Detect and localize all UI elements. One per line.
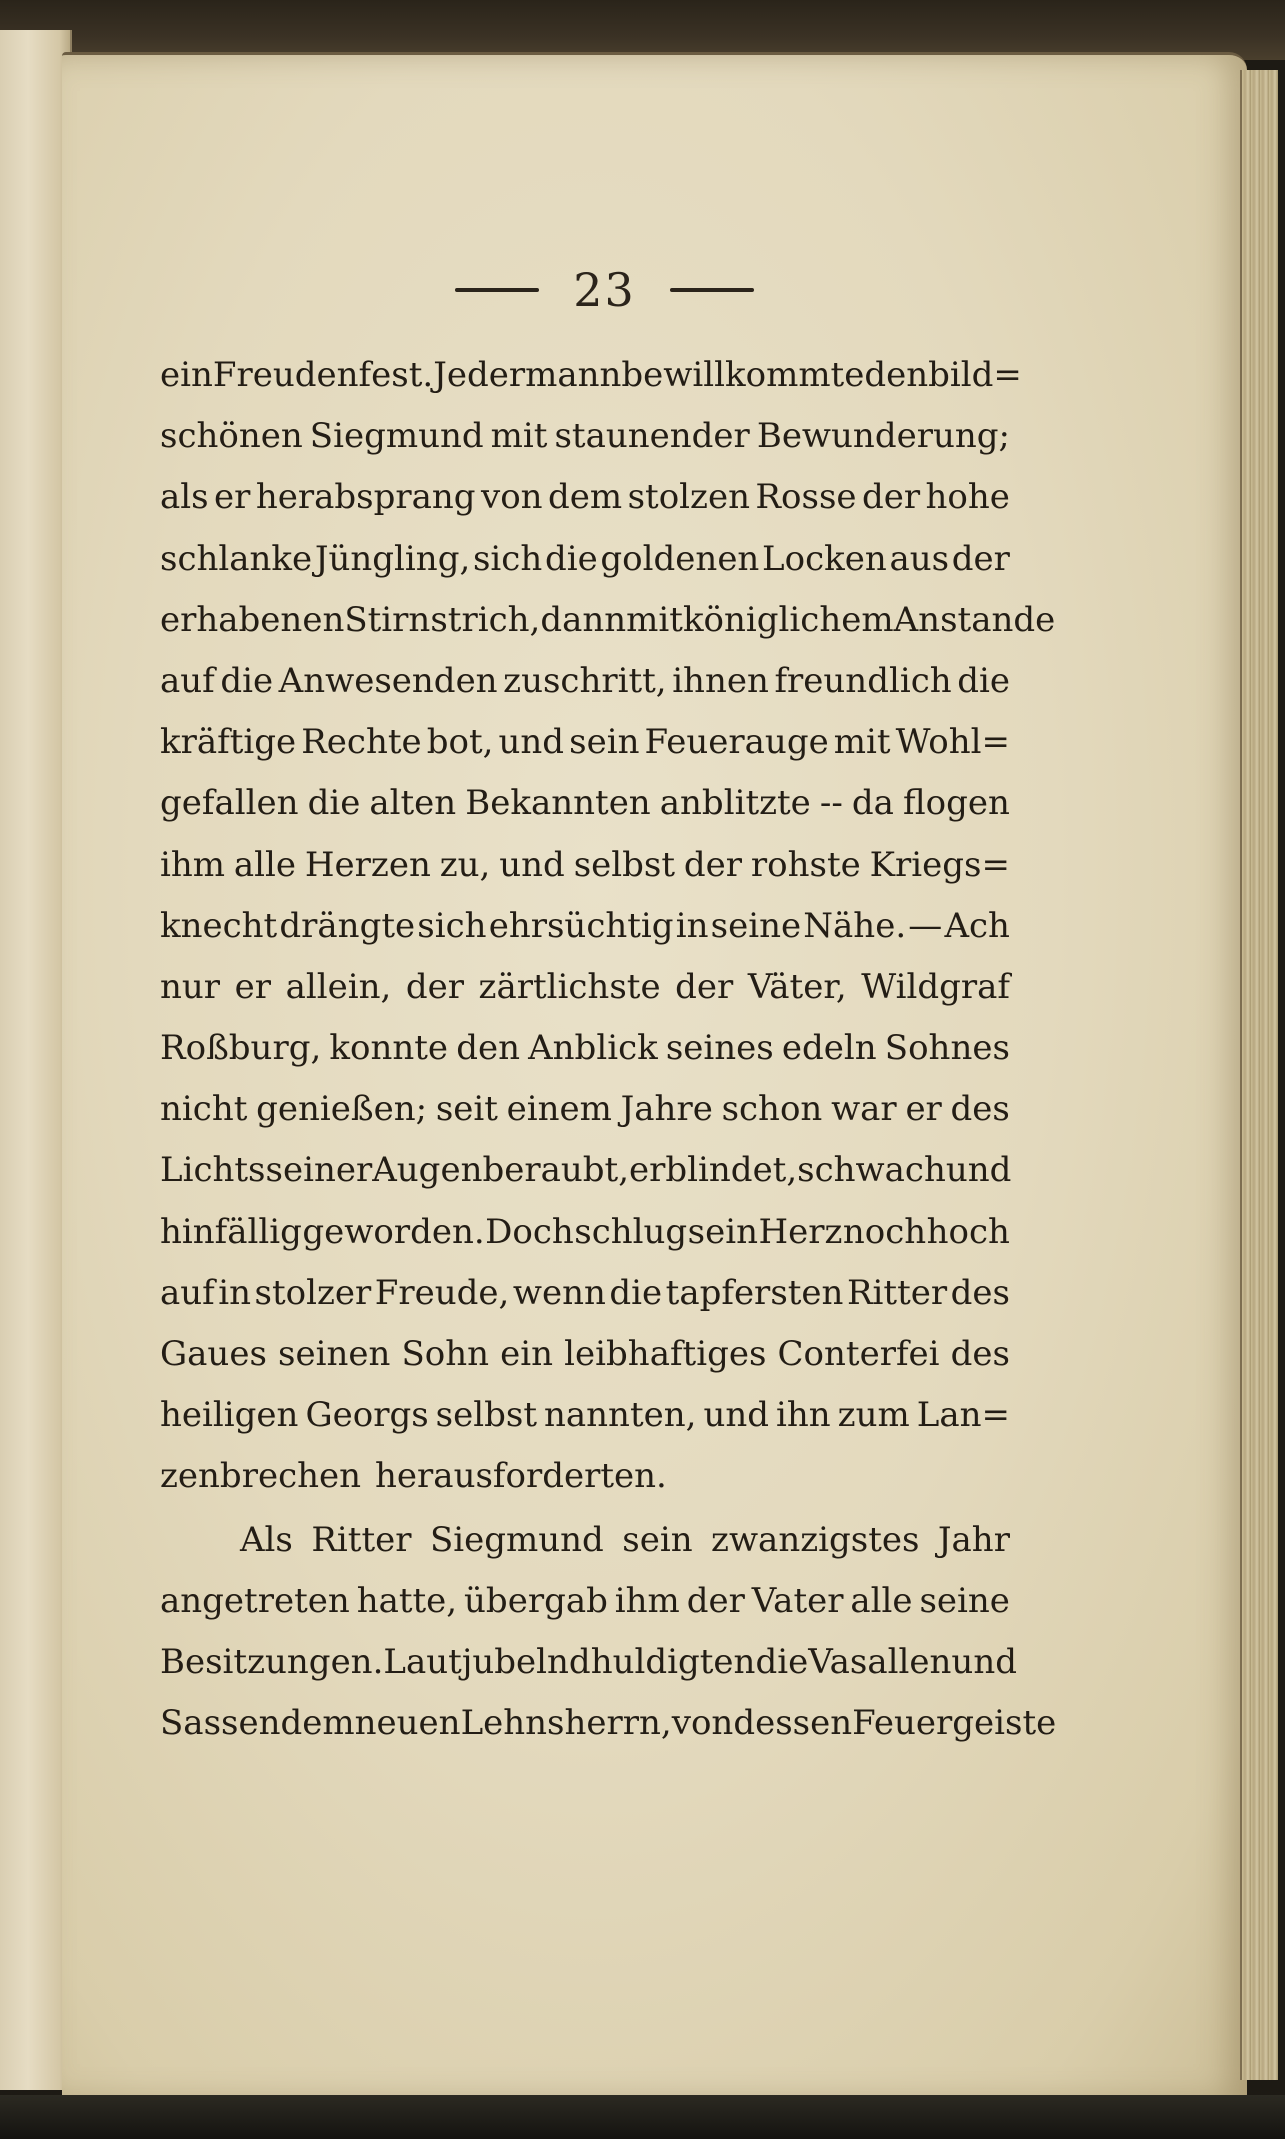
word: selbst (573, 844, 676, 885)
word: geworden. (302, 1211, 485, 1252)
text-line (160, 651, 1010, 712)
word: zum (837, 1395, 910, 1436)
word: alle (850, 1580, 913, 1621)
word: Stirn (344, 599, 431, 640)
word: dem (280, 1703, 355, 1744)
word: Doch (485, 1211, 574, 1252)
word: und (951, 1641, 1017, 1682)
word: seit (435, 1089, 498, 1130)
text-line (160, 467, 1010, 528)
word: und (703, 1395, 769, 1436)
word: Feuerauge (644, 722, 829, 763)
word: des (950, 1272, 1010, 1313)
word: jubelnd (461, 1641, 591, 1682)
text-line (160, 406, 1010, 467)
word: rohste (750, 844, 861, 885)
word: ihm (614, 1580, 680, 1621)
word: als (160, 477, 209, 518)
word: und (498, 722, 565, 763)
word: mit (626, 599, 683, 640)
word: ehrsüchtig (488, 905, 674, 946)
word: stolzer (254, 1272, 372, 1313)
book-top-edge (0, 0, 1285, 60)
word: herausforderten. (375, 1456, 667, 1497)
word: ihnen (672, 660, 769, 701)
word: Georgs (305, 1395, 429, 1436)
word: bot, (426, 722, 494, 763)
word: Sohn (401, 1334, 490, 1374)
word: strich, (430, 599, 541, 640)
word: noch (842, 1211, 927, 1252)
word: Gaues (160, 1334, 267, 1374)
word: Als (240, 1519, 293, 1560)
word: Augen (372, 1150, 483, 1191)
word: die (755, 1641, 809, 1682)
word: schönen (160, 416, 303, 457)
word: heiligen (160, 1395, 299, 1436)
word: Freudenfest. (212, 355, 434, 395)
text-line (160, 1446, 1010, 1507)
word: Sohnes (884, 1028, 1010, 1069)
word: Besitzungen. (160, 1641, 384, 1682)
word: Vater (751, 1580, 844, 1621)
word: Ritter (311, 1519, 412, 1560)
word: Ritter (846, 1272, 948, 1313)
word: leibhaftiges (564, 1334, 767, 1374)
paragraph (160, 1510, 1057, 1755)
word: des (950, 1089, 1010, 1130)
text-line (160, 1571, 1010, 1632)
word: dessen (733, 1703, 853, 1744)
word: beraubt, (482, 1150, 630, 1191)
word: anblitzte (659, 783, 811, 824)
word: Lan= (916, 1395, 1010, 1436)
word: Bekannten (465, 783, 651, 824)
word: staunender (554, 416, 750, 457)
text-line (160, 529, 1010, 590)
word: Anstande (893, 599, 1056, 640)
word: Jüngling, (314, 538, 471, 579)
header-dash-left (455, 288, 539, 292)
word: seiner (265, 1150, 373, 1191)
word: ihn (776, 1395, 831, 1436)
word: ein (160, 355, 213, 395)
word: flogen (902, 783, 1010, 824)
word: schwach (797, 1150, 946, 1191)
word: sein (622, 1519, 693, 1560)
word: kräftige (160, 722, 297, 763)
word: edeln (781, 1028, 877, 1069)
word: in (218, 1272, 252, 1313)
word: Sassen (160, 1703, 281, 1744)
word: übergab (464, 1580, 608, 1621)
word: Jahr (937, 1519, 1010, 1560)
text-line (160, 1263, 1010, 1324)
word: war (831, 1089, 897, 1130)
word: die (307, 783, 361, 824)
word: sich (472, 538, 543, 579)
word: Wohl= (895, 722, 1010, 763)
page-number: 23 (573, 263, 636, 317)
word: nicht (160, 1089, 248, 1130)
word: zuschritt, (503, 660, 667, 701)
word: hoch (926, 1211, 1010, 1252)
word: den (864, 355, 929, 395)
word: knecht (160, 905, 278, 946)
word: Siegmund (429, 1519, 604, 1560)
word: stolzen (627, 477, 750, 518)
word: erhabenen (160, 599, 345, 640)
word: seine (710, 905, 802, 946)
word: herabsprang (255, 477, 476, 518)
word: mit (833, 722, 891, 763)
word: zärtlichste (478, 966, 661, 1007)
word: mit (490, 416, 548, 457)
word: schlanke (160, 538, 313, 579)
word: Freude, (374, 1272, 510, 1313)
word: Lehnsherrn, (460, 1703, 672, 1744)
word: Rechte (301, 722, 422, 763)
word: — (908, 905, 943, 946)
word: Locken (762, 538, 887, 579)
word: schlug (574, 1211, 688, 1252)
word: alle (233, 844, 297, 885)
word: dann (540, 599, 627, 640)
word: seinen (278, 1334, 391, 1374)
word: Vasallen (808, 1641, 952, 1682)
word: die (544, 538, 598, 579)
word: zenbrechen (160, 1456, 362, 1497)
text-line (160, 1693, 1057, 1754)
word: Herzen (304, 844, 431, 885)
word: Ach (944, 905, 1010, 946)
word: Jahre (620, 1089, 713, 1130)
paragraph (160, 345, 1056, 1508)
word: sein (569, 722, 640, 763)
text-line (160, 1324, 1010, 1385)
word: huldigten (590, 1641, 756, 1682)
word: schon (721, 1089, 823, 1130)
word: hinfällig (160, 1211, 302, 1252)
word: dem (548, 477, 623, 518)
word: Conterfei (777, 1334, 940, 1374)
word: konnte (329, 1028, 449, 1069)
text-line (160, 957, 1010, 1018)
word: auf (160, 1272, 215, 1313)
word: Väter, (747, 966, 847, 1007)
word: der (951, 538, 1010, 579)
word: die (609, 1272, 663, 1313)
word: zwanzigstes (711, 1519, 920, 1560)
word: selbst (435, 1395, 537, 1436)
word: genießen; (256, 1089, 428, 1130)
word: Roßburg, (160, 1028, 322, 1069)
word: aus (889, 538, 950, 579)
word: Nähe. (803, 905, 907, 946)
word: der (405, 966, 464, 1007)
word: und (945, 1150, 1012, 1191)
word: Kriegs= (869, 844, 1010, 885)
word: gefallen (160, 783, 299, 824)
word: der (683, 844, 743, 885)
word: neuen (354, 1703, 461, 1744)
word: zu, (439, 844, 491, 885)
text-line (160, 712, 1010, 773)
word: der (861, 477, 921, 518)
word: in (675, 905, 709, 946)
body-text (160, 345, 1057, 1754)
text-line (160, 835, 1010, 896)
word: er (905, 1089, 942, 1130)
word: Bewunderung; (756, 416, 1010, 457)
word: von (481, 477, 543, 518)
text-line (160, 1385, 1010, 1446)
word: allein, (285, 966, 392, 1007)
word: des (950, 1334, 1010, 1374)
word: Laut (383, 1641, 462, 1682)
word: die (957, 660, 1010, 701)
word: der (675, 966, 734, 1007)
page-stack-edge (1240, 70, 1278, 2080)
word: die (220, 660, 274, 701)
word: freundlich (774, 660, 952, 701)
word: hatte, (356, 1580, 458, 1621)
word: da (851, 783, 894, 824)
text-line (160, 590, 1056, 651)
text-line (160, 1140, 1010, 1201)
text-line (160, 1510, 1010, 1571)
word: goldenen (600, 538, 760, 579)
word: bild= (928, 355, 1022, 395)
word: tapfersten (665, 1272, 844, 1313)
word: nannten, (543, 1395, 697, 1436)
word: drängte (279, 905, 416, 946)
word: sich (417, 905, 487, 946)
word: Herz (758, 1211, 843, 1252)
word: bewillkommte (621, 355, 865, 395)
book-bottom-edge (0, 2095, 1285, 2139)
word: sein (687, 1211, 758, 1252)
text-line (160, 773, 1010, 834)
word: Rosse (755, 477, 857, 518)
text-line (160, 345, 1022, 406)
word: seines (665, 1028, 774, 1069)
word: er (214, 477, 251, 518)
text-line (160, 896, 1010, 957)
word: einem (506, 1089, 612, 1130)
word: Anblick (528, 1028, 658, 1069)
word: ihm (160, 844, 226, 885)
word: alten (369, 783, 457, 824)
word: und (499, 844, 565, 885)
word: wenn (512, 1272, 606, 1313)
word: von (671, 1703, 734, 1744)
word: Feuergeiste (852, 1703, 1057, 1744)
word: angetreten (160, 1580, 350, 1621)
word: königlichem (682, 599, 894, 640)
word: Wildgraf (861, 966, 1010, 1007)
word: Jedermann (433, 355, 622, 395)
word: Anwesenden (278, 660, 498, 701)
text-line (160, 1079, 1010, 1140)
text-line (160, 1202, 1010, 1263)
page-header (62, 260, 1147, 320)
word: erblindet, (629, 1150, 798, 1191)
text-line (160, 1018, 1010, 1079)
word: auf (160, 660, 215, 701)
word: Lichts (160, 1150, 266, 1191)
header-dash-right (670, 288, 754, 292)
word: ein (500, 1334, 554, 1374)
word: -- (819, 783, 843, 824)
word: er (234, 966, 271, 1007)
text-line (160, 1632, 1017, 1693)
word: der (686, 1580, 745, 1621)
word: hohe (925, 477, 1010, 518)
word: Siegmund (309, 416, 484, 457)
word: nur (160, 966, 221, 1007)
word: seine (919, 1580, 1010, 1621)
word: den (456, 1028, 520, 1069)
